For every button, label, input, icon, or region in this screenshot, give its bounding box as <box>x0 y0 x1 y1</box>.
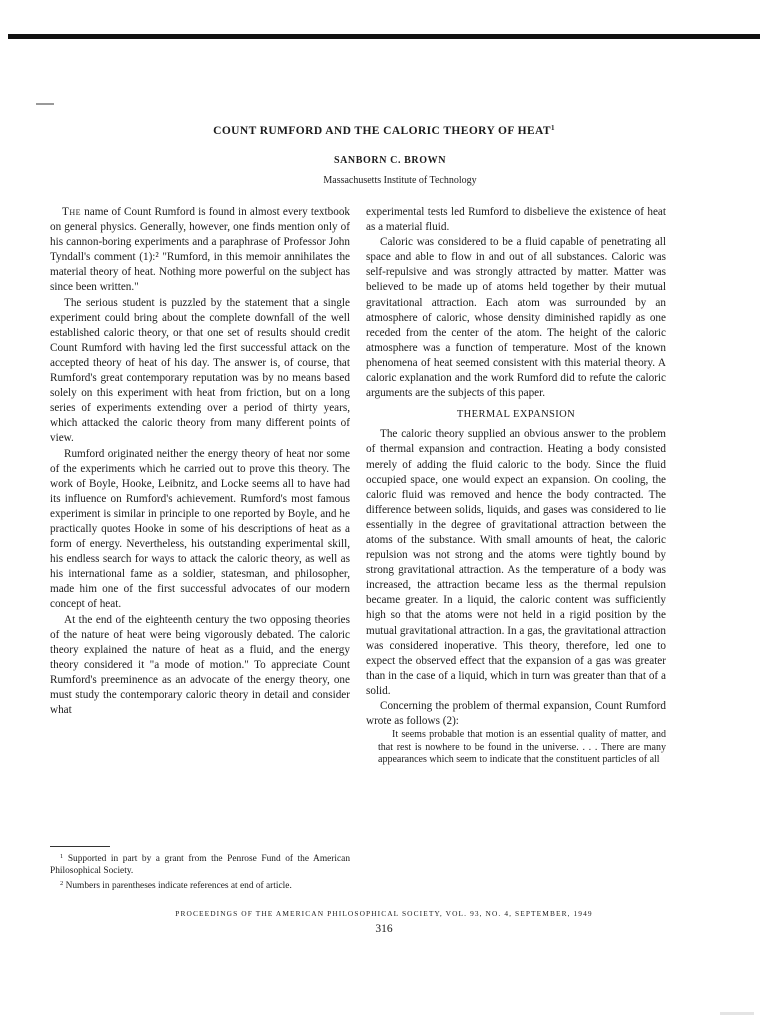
author-affiliation: Massachusetts Institute of Technology <box>323 175 477 186</box>
paragraph: Rumford originated neither the energy theory of heat nor some of the experiments which he carried out to prove this theory. The work of Boyle, Hooke, Leibnitz, and Locke seems all to have had its influence on Rumford's achievement. Rumford's most famous experiment is similar in principle to one reported by Boyle, and he practically quotes Hooke in some of his descriptions of heat as a form of energy. Nevertheless, his outstanding experimental skill, his endless search for ways to attack the caloric theory, as well as his international fame as a soldier, statesman, and philosopher, made him one of the first successful advocates of our modern concept of heat. <box>50 447 350 611</box>
paragraph <box>50 205 350 296</box>
paragraph: Caloric was considered to be a fluid capable of penetrating all space and able to flow in and out of all substances. Caloric was self-repulsive and was strongly attracted by matter. Matter was believed to be made up of atoms held together by their mutual gravitational attraction. Each atom was surrounded by an atmosphere of caloric, whose density diminished rapidly as one receded from the center of the atom. The height of the caloric atmosphere was a function of temperature. Most of the known phenomena of heat seemed consistent with this material theory. A caloric explanation and the work Rumford did to refute the caloric arguments are the subjects of this paper. <box>366 236 666 400</box>
paragraph: The caloric theory supplied an obvious answer to the problem of thermal expansion and contraction. Heating a body consisted merely of adding the fluid caloric to the body. Since the fluid occupied space, one would expect an expansion. On cooling, the caloric fluid was removed and hence the body contracted. The difference between solids, liquids, and gases was considered to lie essentially in the degree of gravitational attraction between the atoms of the substance. With small amounts of heat, the caloric repulsion was not strong and the atoms were tightly bound by strong gravitational attraction. As the temperature of a body was increased, the attraction became less as the thermal repulsion became greater. In a liquid, the caloric content was sufficiently high so that the atoms were not held in a rigid position by the mutual gravitational attraction. In a gas, the gravitational attraction was considered inoperative. This theory, therefore, led one to expect the observed effect that the expansion of a gas was greater than in the case of a liquid, which in turn was greater than that of a solid. <box>366 428 666 697</box>
paragraph: Concerning the problem of thermal expansion, Count Rumford wrote as follows (2): <box>366 700 666 728</box>
paragraph-lead-word: The <box>62 206 81 218</box>
footnote-divider <box>50 846 110 847</box>
footnote-text: Supported in part by a grant from the Penrose Fund of the American Philosophical Society. <box>50 854 351 876</box>
footnote-marker: 2 <box>60 879 64 887</box>
paragraph: At the end of the eighteenth century the two opposing theories of the nature of heat were being vigorously debated. The caloric theory explained the nature of heat as a fluid, and the energy theory considered it "a mode of motion." To appreciate Count Rumford's preeminence as an advocate of the energy theory, one must study the contemporary caloric theory in detail and consider what <box>50 613 350 717</box>
scan-margin-mark <box>36 103 54 105</box>
footnote-text: Numbers in parentheses indicate references at end of article. <box>65 880 292 891</box>
footnote-1 <box>50 851 350 878</box>
paragraph: The serious student is puzzled by the statement that a single experiment could bring about the complete downfall of the well established caloric theory, or that one set of results should credit Count Rumford with having led the first successful attack on the accepted theory of heat of his day. The answer is, of course, that Rumford's great contemporary reputation was by no means based solely on this experiment with heat from friction, but on a long series of experiments extending over a period of thirty years, which attacked the caloric theory from many different points of view. <box>50 296 350 445</box>
scan-artifact <box>720 1012 754 1015</box>
footnote-marker: 1 <box>60 853 64 860</box>
top-border-rule <box>8 34 760 39</box>
journal-running-foot: PROCEEDINGS OF THE AMERICAN PHILOSOPHICAL SOCIETY, VOL. 93, NO. 4, SEPTEMBER, 1949 <box>175 909 593 918</box>
left-column <box>50 205 350 718</box>
footnote-2 <box>50 878 350 893</box>
article-title <box>0 124 768 137</box>
right-column <box>366 205 666 767</box>
author-name: SANBORN C. BROWN <box>333 155 447 166</box>
article-title-text: COUNT RUMFORD AND THE CALORIC THEORY OF HEAT <box>213 125 551 137</box>
page-number: 316 <box>375 923 393 935</box>
section-heading: THERMAL EXPANSION <box>456 409 576 421</box>
title-footnote-marker: 1 <box>550 124 555 132</box>
paragraph-text: name of Count Rumford is found in almost every textbook on general physics. Generally, however, one finds mention only of his cannon-boring experiments and a paraphrase of Professor John Tyndall's comment (1):² "Rumford, in this memoir annihilates the material theory of heat. Nothing more powerful on the subject has since been written." <box>50 206 351 294</box>
footnotes <box>50 851 350 892</box>
block-quote: It seems probable that motion is an essential quality of matter, and that rest is nowhere to be found in the universe. . . . There are many appearances which seem to indicate that the constituent particles of all <box>378 729 666 766</box>
paragraph: experimental tests led Rumford to disbelieve the existence of heat as a material fluid. <box>366 206 666 234</box>
